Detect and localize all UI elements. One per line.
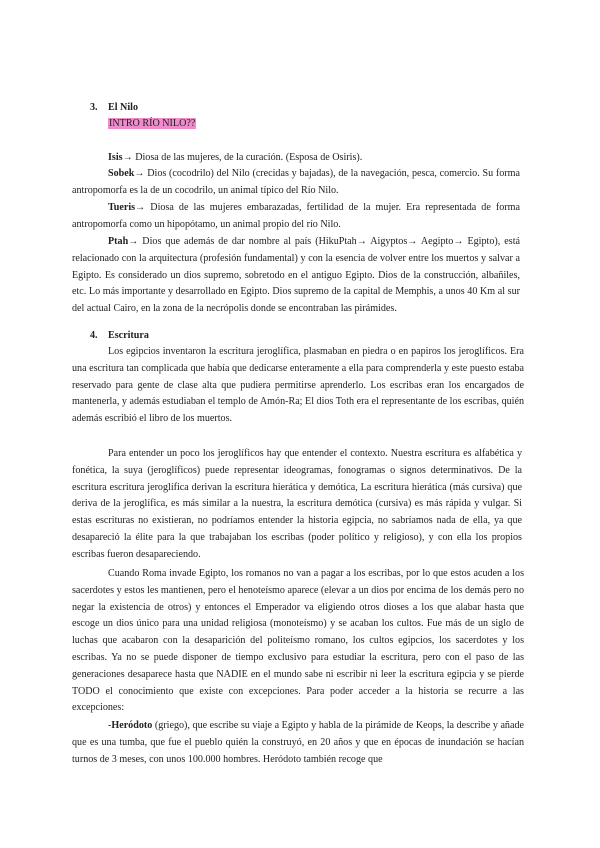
god-entry-ptah — [72, 234, 520, 318]
section-3-title: El Nilo — [108, 102, 139, 113]
herodoto-paragraph — [72, 718, 524, 768]
god-name-sobek: Sobek — [108, 168, 135, 179]
god-text-ptah: → Dios que además de dar nombre al país (HikuPtah→ Aigyptos→ Aegipto→ Egipto), está relacionado con la arquitectura (profesión fundamental) y con la esencia de volver entre los muertos y salvar a Egipto. Es considerado un dios supremo, sobretodo en el antiguo Egipto. Dios de la construcción, albañiles, etc. Lo más importante y desarrollado en Egipto. Dios supremo de la capital de Memphis, a unos 40 Km al sur del actual Cairo, en la zona de la necrópolis donde se encontraban las pirámides. — [72, 236, 520, 315]
god-name-tueris: Tueris — [108, 202, 136, 213]
god-entry-tueris — [72, 200, 520, 234]
god-entry-sobek — [72, 166, 520, 200]
section-3-number: 3. — [90, 102, 98, 113]
herodoto-text: (griego), que escribe su viaje a Egipto y habla de la pirámide de Keops, la describe y añade que es una tumba, que fue el pueblo quién la construyó, en 20 años y que en épocas de inundación se hacían turnos de 3 meses, con unos 100.000 hombres. Heródoto también recoge que — [72, 720, 524, 765]
section-3-heading — [90, 100, 490, 117]
writing-paragraph-2: Para entender un poco los jeroglíficos hay que entender el contexto. Nuestra escritura es alfabética y fonética, la suya (jeroglíficos) puede representar ideogramas, fonogramas o signos determinativos. De la escritura escritura jeroglífica derivan la escritura hierática y demótica, La escritura hierática (más cursiva) que deriva de la jeroglífica, es más similar a la nuestra, la escritura demótica (cursiva) es más rápida y vulgar. Si estas escrituras no existieran, no podríamos entender la historia egipcia, no sabríamos nada de ella, ya que desapareció la élite para la que trabajaban los escribas (poder político y religioso), y con ella los propios escribas fueron desapareciendo. — [72, 448, 522, 560]
section-4-heading — [90, 328, 490, 345]
god-text-tueris: → Diosa de las mujeres embarazadas, fertilidad de la mujer. Era representada de forma antropomorfa como un hipopótamo, un animal propio del río Nilo. — [72, 202, 520, 230]
god-entry-isis — [72, 150, 520, 167]
herodoto-dash: - — [108, 720, 112, 731]
highlighted-note — [108, 116, 196, 133]
writing-paragraph-3: Cuando Roma invade Egipto, los romanos no van a pagar a los escribas, por lo que estos acuden a los sacerdotes y estos les mantienen, pero el henoteísmo aparece (elevar a un dios por encima de los demás pero no negar la existencia de otros) y entonces el Emperador va eligiendo otros dioses a los que alabar hasta que escoge un dios único para una unidad religiosa (monoteísmo) y se acaban los cultos. Fue más de un siglo de luchas que acabaron con la desaparición del politeísmo romano, los cultos egipcios, los sacerdotes y los escribas. Ya no se puede disponer de tiempo exclusivo para estudiar la escritura, pero con el paso de las generaciones desaparece hasta que NADIE en el mundo sabe ni escribir ni leer la escritura egipcia y se pierde TODO el conocimiento que existe con excepciones. Para poder acceder a la historia se recurre a las excepciones: — [72, 568, 524, 714]
herodoto-name: Heródoto — [111, 720, 153, 731]
section-4-number: 4. — [90, 330, 98, 341]
god-text-sobek: → Dios (cocodrilo) del Nilo (crecidas y bajadas), de la navegación, pesca, comercio. Su forma antropomorfa es la de un cocodrilo, un animal típico del Río Nilo. — [72, 168, 520, 196]
section-4-title: Escritura — [108, 330, 149, 341]
god-name-isis: Isis — [108, 152, 123, 163]
intro-nile-highlight: INTRO RÍO NILO?? — [109, 118, 196, 129]
writing-paragraph-1: Los egipcios inventaron la escritura jeroglífica, plasmaban en piedra o en papiros los jeroglíficos. Era una escritura tan complicada que había que dedicarse enteramente a ella para comprenderla y este puesto estaba reservado para gente de clase alta que pudiera permitirse aprenderlo. Los escribas eran los encargados de mantenerla, y además estudiaban el templo de Amón-Ra; El dios Toth era el representante de los escribas, quién además escribió el libro de los muertos. — [72, 346, 524, 425]
god-name-ptah: Ptah — [108, 236, 129, 247]
god-text-isis: → Diosa de las mujeres, de la curación. (Esposa de Osiris). — [122, 152, 363, 163]
